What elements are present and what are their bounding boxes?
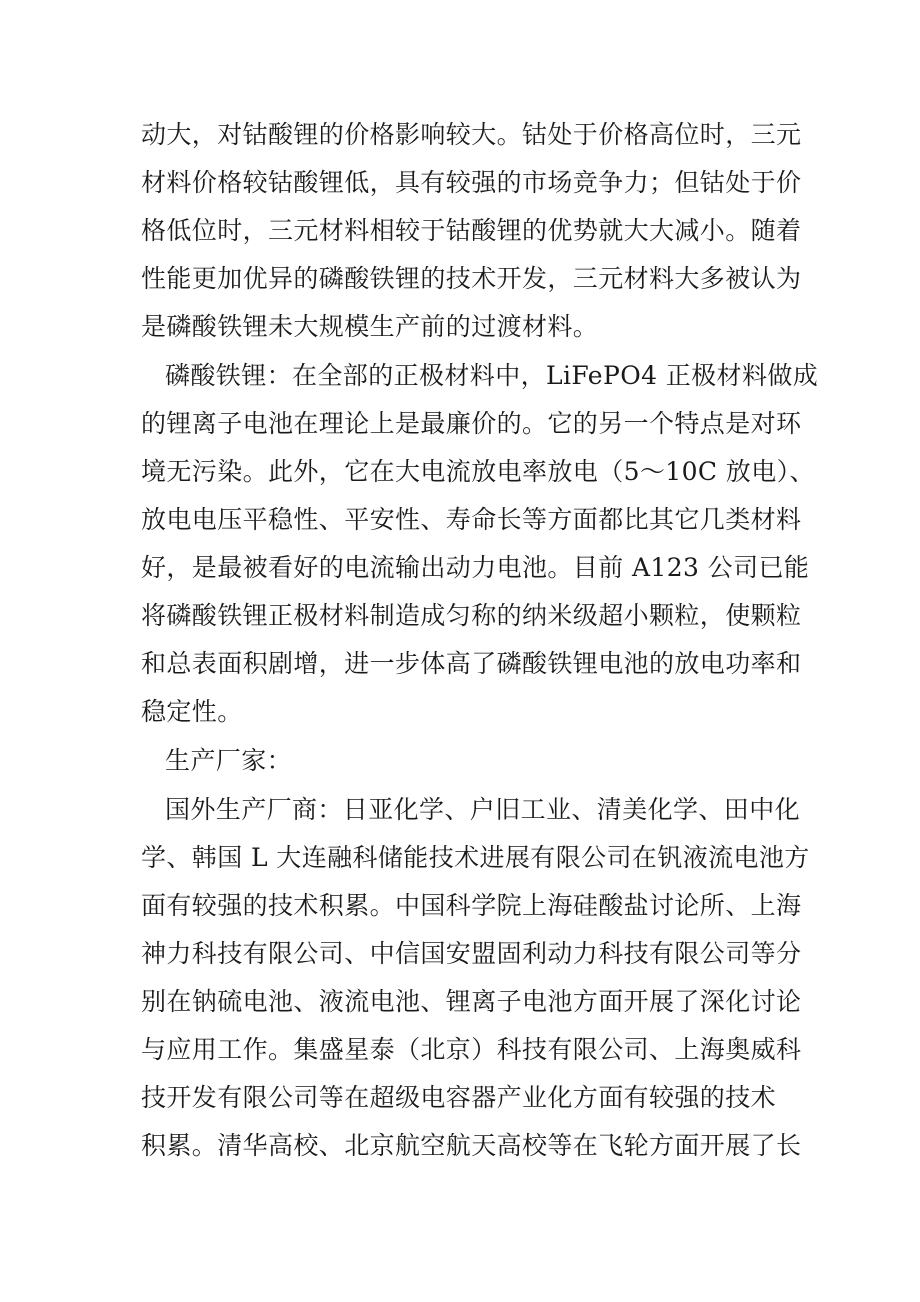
text-line: 神力科技有限公司、中信国安盟固利动力科技有限公司等分 <box>141 939 802 968</box>
text-line: 的锂离子电池在理论上是最廉价的。它的另一个特点是对环 <box>141 409 802 438</box>
text-line: 好，是最被看好的电流输出动力电池。目前 A123 公司已能 <box>141 553 810 582</box>
text-line: 动大，对钴酸锂的价格影响较大。钴处于价格高位时，三元 <box>141 120 802 149</box>
text-line: 境无污染。此外，它在大电流放电率放电（5～10C 放电）、 <box>141 457 815 486</box>
text-line: 面有较强的技术积累。中国科学院上海硅酸盐讨论所、上海 <box>141 891 802 920</box>
text-line: 积累。清华高校、北京航空航天高校等在飞轮方面开展了长 <box>141 1131 802 1160</box>
text-line: 放电电压平稳性、平安性、寿命长等方面都比其它几类材料 <box>141 505 802 534</box>
text-line: 材料价格较钴酸锂低，具有较强的市场竞争力；但钴处于价 <box>141 168 802 197</box>
text-line: 稳定性。 <box>141 697 243 726</box>
text-line: 学、韩国 L 大连融科储能技术进展有限公司在钒液流电池方 <box>141 843 810 872</box>
paragraph-start-line: 国外生产厂商：日亚化学、户旧工业、清美化学、田中化 <box>165 795 801 824</box>
text-line: 技开发有限公司等在超级电容器产业化方面有较强的技术 <box>141 1083 777 1112</box>
text-line: 与应用工作。集盛星泰（北京）科技有限公司、上海奥威科 <box>141 1035 802 1064</box>
section-heading: 生产厂家： <box>165 746 293 775</box>
text-line: 和总表面积剧增，进一步体高了磷酸铁锂电池的放电功率和 <box>141 649 802 678</box>
text-line: 是磷酸铁锂未大规模生产前的过渡材料。 <box>141 312 599 341</box>
text-line: 格低位时，三元材料相较于钴酸锂的优势就大大减小。随着 <box>141 216 802 245</box>
paragraph-start-line: 磷酸铁锂：在全部的正极材料中，LiFePO4 正极材料做成 <box>165 361 819 390</box>
text-line: 别在钠硫电池、液流电池、锂离子电池方面开展了深化讨论 <box>141 987 802 1016</box>
text-line: 将磷酸铁锂正极材料制造成匀称的纳米级超小颗粒，使颗粒 <box>141 601 802 630</box>
text-line: 性能更加优异的磷酸铁锂的技术开发，三元材料大多被认为 <box>141 264 802 293</box>
